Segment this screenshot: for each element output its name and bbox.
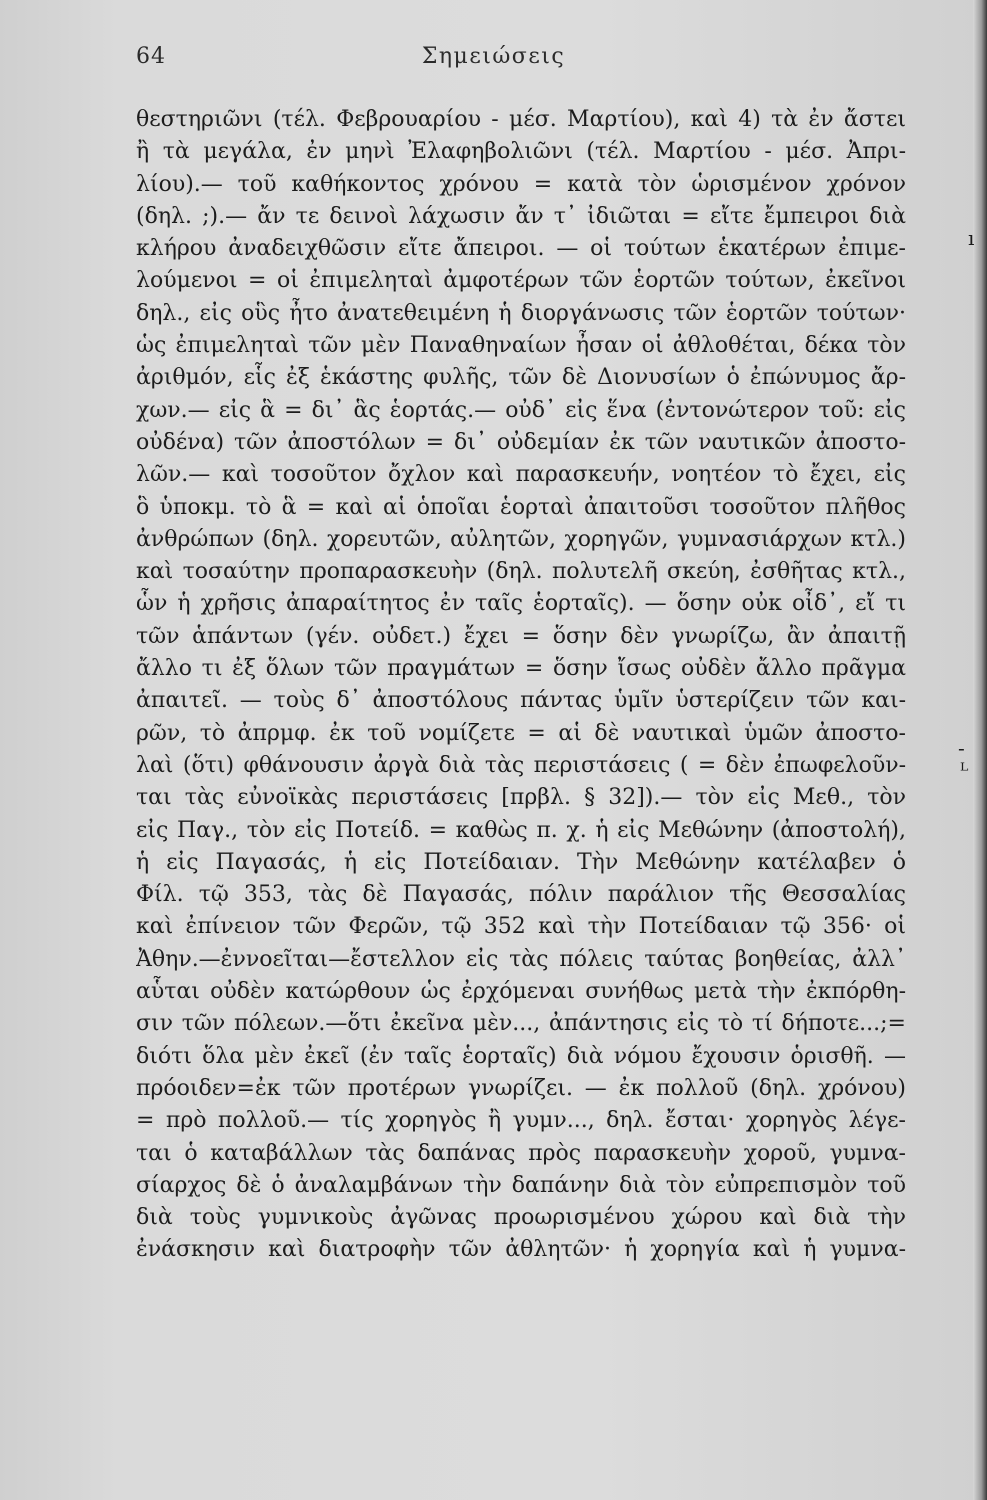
text-line: καὶ τοσαύτην προπαρασκευὴν (δηλ. πολυτελῆ σκεύη, ἐσθῆτας κτλ.,: [136, 559, 906, 585]
text-line: δηλ., εἰς οὓς ἦτο ἀνατεθειμένη ἡ διοργάνωσις τῶν ἑορτῶν τούτων·: [136, 300, 906, 326]
notes-text: [136, 104, 906, 1267]
text-line: ἀνθρώπων (δηλ. χορευτῶν, αὐλητῶν, χορηγῶν, γυμνασιάρχων κτλ.): [136, 526, 906, 552]
text-line: σιν τῶν πόλεων.—ὅτι ἐκεῖνα μὲν..., ἀπάντησις εἰς τὸ τί δήποτε...;=: [136, 1011, 906, 1037]
text-line: ἡ εἰς Παγασάς, ἡ εἰς Ποτείδαιαν. Τὴν Μεθώνην κατέλαβεν ὁ: [136, 849, 906, 875]
text-line: ἢ τὰ μεγάλα, ἐν μηνὶ Ἐλαφηβολιῶνι (τέλ. Μαρτίου - μέσ. Ἀπρι-: [136, 139, 906, 165]
text-line: ὃ ὑποκμ. τὸ ἃ = καὶ αἱ ὁποῖαι ἑορταὶ ἀπαιτοῦσι τοσοῦτον πλῆθος: [136, 494, 906, 520]
text-line: ἀπαιτεῖ. — τοὺς δ᾽ ἀποστόλους πάντας ὑμῖν ὑστερίζειν τῶν και-: [136, 688, 906, 714]
page-edge-shadow: [973, 0, 987, 1500]
text-line: σίαρχος δὲ ὁ ἀναλαμβάνων τὴν δαπάνην διὰ τὸν εὐπρεπισμὸν τοῦ: [136, 1172, 906, 1198]
text-line: Φίλ. τῷ 353, τὰς δὲ Παγασάς, πόλιν παράλιον τῆς Θεσσαλίας: [136, 882, 906, 908]
text-line: = πρὸ πολλοῦ.— τίς χορηγὸς ἢ γυμν..., δηλ. ἔσται· χορηγὸς λέγε-: [136, 1108, 906, 1134]
margin-mark: ‐: [958, 736, 965, 760]
text-line: αὗται οὐδὲν κατώρθουν ὡς ἐρχόμεναι συνήθως μετὰ τὴν ἐκπόρθη-: [136, 979, 906, 1005]
text-line: θεστηριῶνι (τέλ. Φεβρουαρίου - μέσ. Μαρτίου), καὶ 4) τὰ ἐν ἄστει: [136, 107, 906, 132]
page-number: 64: [136, 44, 166, 69]
text-line: χων.— εἰς ἃ = δι᾽ ἃς ἑορτάς.— οὐδ᾽ εἰς ἕνα (ἐντονώτερον τοῦ: εἰς: [136, 397, 906, 423]
text-line: καὶ ἐπίνειον τῶν Φερῶν, τῷ 352 καὶ τὴν Ποτείδαιαν τῷ 356· οἱ: [136, 914, 906, 940]
margin-mark: ᴸ: [960, 758, 969, 782]
text-line: ὡς ἐπιμεληταὶ τῶν μὲν Παναθηναίων ἦσαν οἱ ἀθλοθέται, δέκα τὸν: [136, 333, 906, 359]
text-line: λαὶ (ὅτι) φθάνουσιν ἀργὰ διὰ τὰς περιστάσεις ( = δὲν ἐπωφελοῦν-: [136, 752, 906, 778]
text-line: πρόοιδεν=ἐκ τῶν προτέρων γνωρίζει. — ἐκ πολλοῦ (δηλ. χρόνου): [136, 1075, 906, 1101]
text-line: ἐνάσκησιν καὶ διατροφὴν τῶν ἀθλητῶν· ἡ χορηγία καὶ ἡ γυμνα-: [136, 1237, 906, 1263]
running-title: Σημειώσεις: [421, 44, 566, 69]
text-line: εἰς Παγ., τὸν εἰς Ποτείδ. = καθὼς π. χ. ἡ εἰς Μεθώνην (ἀποστολή),: [136, 817, 906, 843]
text-line: ὧν ἡ χρῆσις ἀπαραίτητος ἐν ταῖς ἑορταῖς). — ὅσην οὐκ οἶδ᾽, εἴ τι: [136, 591, 906, 617]
text-line: ρῶν, τὸ ἀπρμφ. ἐκ τοῦ νομίζετε = αἱ δὲ ναυτικαὶ ὑμῶν ἀποστο-: [136, 720, 906, 746]
text-line: (δηλ. ;).— ἄν τε δεινοὶ λάχωσιν ἄν τ᾽ ἰδιῶται = εἴτε ἔμπειροι διὰ: [136, 203, 906, 229]
text-line: διότι ὅλα μὲν ἐκεῖ (ἐν ταῖς ἑορταῖς) διὰ νόμου ἔχουσιν ὁρισθῆ. —: [136, 1043, 906, 1069]
text-line: τῶν ἁπάντων (γέν. οὐδετ.) ἔχει = ὅσην δὲν γνωρίζω, ἂν ἀπαιτῇ: [136, 623, 906, 649]
text-line: Ἀθην.—ἐννοεῖται—ἔστελλον εἰς τὰς πόλεις ταύτας βοηθείας, ἀλλ᾽: [136, 946, 906, 972]
margin-mark: ı: [968, 226, 975, 250]
text-line: διὰ τοὺς γυμνικοὺς ἀγῶνας προωρισμένου χώρου καὶ διὰ τὴν: [136, 1205, 906, 1231]
text-line: οὐδένα) τῶν ἀποστόλων = δι᾽ οὐδεμίαν ἐκ τῶν ναυτικῶν ἀποστο-: [136, 429, 906, 455]
text-line: λίου).— τοῦ καθήκοντος χρόνου = κατὰ τὸν ὡρισμένον χρόνον: [136, 171, 906, 197]
text-line: κλήρου ἀναδειχθῶσιν εἴτε ἄπειροι. — οἱ τούτων ἑκατέρων ἐπιμε-: [136, 236, 906, 262]
text-line: ἄλλο τι ἐξ ὅλων τῶν πραγμάτων = ὅσην ἴσως οὐδὲν ἄλλο πρᾶγμα: [136, 656, 906, 682]
text-line: λούμενοι = οἱ ἐπιμεληταὶ ἀμφοτέρων τῶν ἑορτῶν τούτων, ἐκεῖνοι: [136, 268, 906, 294]
text-line: ἀριθμόν, εἷς ἐξ ἑκάστης φυλῆς, τῶν δὲ Διονυσίων ὁ ἐπώνυμος ἄρ-: [136, 365, 906, 391]
text-line: ται ὁ καταβάλλων τὰς δαπάνας πρὸς παρασκευὴν χοροῦ, γυμνα-: [136, 1140, 906, 1166]
text-line: ται τὰς εὐνοϊκὰς περιστάσεις [πρβλ. § 32]).— τὸν εἰς Μεθ., τὸν: [136, 785, 906, 811]
text-line: λῶν.— καὶ τοσοῦτον ὄχλον καὶ παρασκευήν, νοητέον τὸ ἔχει, εἰς: [136, 462, 906, 488]
